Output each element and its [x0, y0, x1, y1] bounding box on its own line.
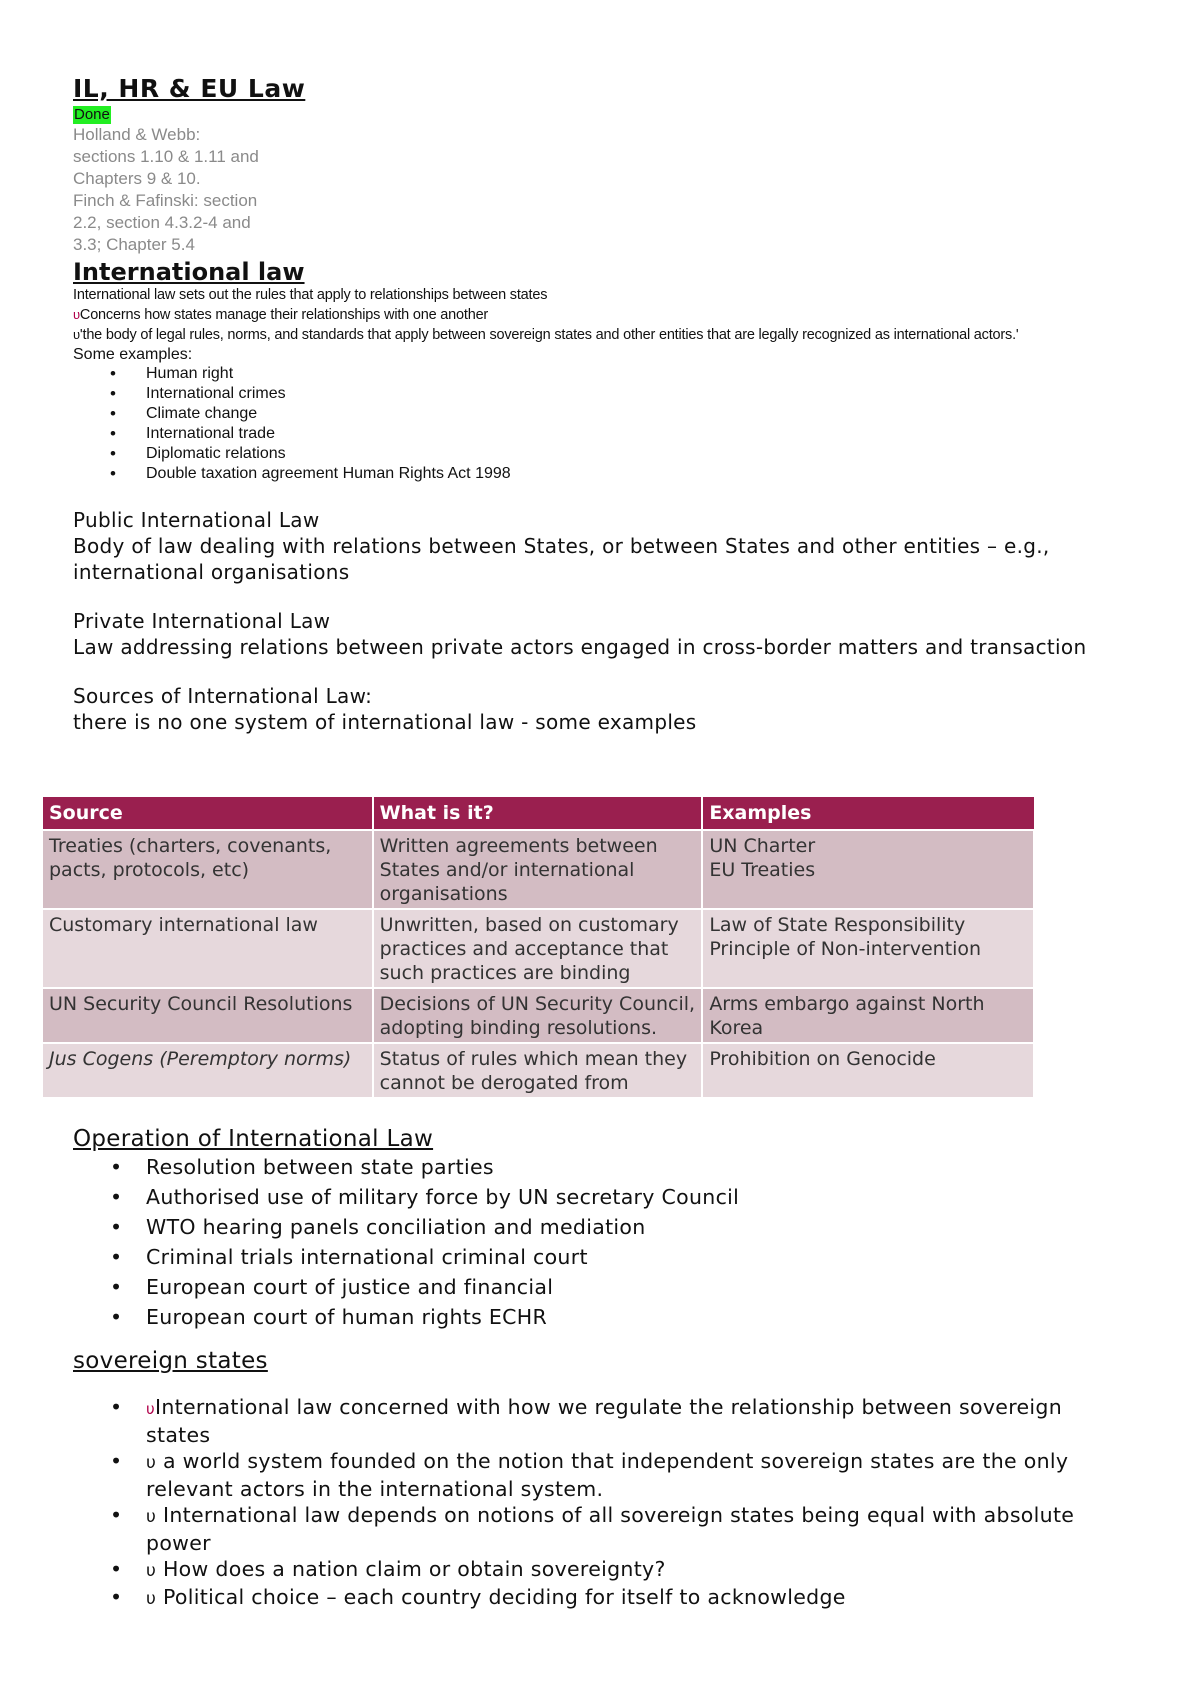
list-item: • Resolution between state parties	[146, 1152, 1133, 1182]
column-header: Examples	[702, 797, 1034, 830]
table-cell: Jus Cogens (Peremptory norms)	[43, 1043, 373, 1097]
table-header-row	[43, 797, 1034, 830]
sovereign-list	[73, 1394, 1133, 1612]
upsilon-bullet-icon: υ	[146, 1561, 157, 1581]
column-header: Source	[43, 797, 373, 830]
reference-line: Finch & Fafinski: section	[73, 191, 258, 210]
operation-list	[73, 1152, 1133, 1332]
upsilon-bullet-icon: υ	[146, 1507, 157, 1527]
private-law-body: Law addressing relations between private actors engaged in cross-border matters and transaction	[73, 635, 1087, 659]
table-cell: Decisions of UN Security Council, adopting binding resolutions.	[373, 988, 703, 1043]
page-title: IL, HR & EU Law	[73, 74, 306, 103]
reference-line: 2.2, section 4.3.2-4 and	[73, 213, 251, 232]
section-heading-operation: Operation of International Law	[73, 1126, 434, 1152]
list-item: • υ a world system founded on the notion that independent sovereign states are the only relevant actors in the international system.	[146, 1448, 1133, 1502]
reference-line: Holland & Webb:	[73, 125, 201, 144]
reference-line: 3.3; Chapter 5.4	[73, 235, 195, 254]
table-cell: Customary international law	[43, 909, 373, 988]
examples-list	[73, 364, 1133, 484]
section-heading-international-law: International law	[73, 258, 305, 286]
column-header: What is it?	[373, 797, 703, 830]
table-cell: UN Charter EU Treaties	[702, 830, 1034, 909]
table-cell: UN Security Council Resolutions	[43, 988, 373, 1043]
document-page	[73, 74, 1133, 735]
list-item: • υ International law depends on notions of all sovereign states being equal with absolute power	[146, 1502, 1133, 1556]
upsilon-bullet-icon: υ	[146, 1400, 155, 1418]
table-cell: Unwritten, based on customary practices and acceptance that such practices are binding	[373, 909, 703, 988]
table-cell: Treaties (charters, covenants, pacts, protocols, etc)	[43, 830, 373, 909]
sources-table	[43, 797, 1035, 1097]
upsilon-bullet-icon: υ	[73, 307, 80, 322]
table-cell: Prohibition on Genocide	[702, 1043, 1034, 1097]
list-item: • Diplomatic relations	[146, 444, 1133, 464]
point-definition: υ'the body of legal rules, norms, and standards that apply between sovereign states and other entities that are legally recognized as international actors.'	[73, 327, 1019, 343]
list-item: • υInternational law concerned with how we regulate the relationship between sovereign states	[146, 1394, 1133, 1448]
table-cell: Written agreements between States and/or international organisations	[373, 830, 703, 909]
status-badge: Done	[74, 106, 110, 123]
intro-text: International law sets out the rules that apply to relationships between states	[73, 287, 548, 303]
list-item: • International trade	[146, 424, 1133, 444]
examples-label: Some examples:	[73, 346, 193, 363]
upsilon-bullet-icon: υ	[73, 327, 80, 342]
table-row	[43, 1043, 1034, 1097]
public-law-body: Body of law dealing with relations between States, or between States and other entities – e.g., international organisations	[73, 534, 1050, 584]
list-item: • European court of justice and financial	[146, 1272, 1133, 1302]
reference-line: sections 1.10 & 1.11 and	[73, 147, 259, 166]
public-law-title: Public International Law	[73, 508, 320, 532]
table-cell: Arms embargo against North Korea	[702, 988, 1034, 1043]
reference-line: Chapters 9 & 10.	[73, 169, 201, 188]
list-item: • Double taxation agreement Human Rights Act 1998	[146, 464, 1133, 484]
table-cell: Law of State Responsibility Principle of Non-intervention	[702, 909, 1034, 988]
upsilon-bullet-icon: υ	[146, 1589, 157, 1609]
list-item: • WTO hearing panels conciliation and mediation	[146, 1212, 1133, 1242]
list-item: • European court of human rights ECHR	[146, 1302, 1133, 1332]
table-row	[43, 830, 1034, 909]
section-heading-sovereign-states: sovereign states	[73, 1348, 268, 1374]
list-item: • Criminal trials international criminal court	[146, 1242, 1133, 1272]
list-item: • υ How does a nation claim or obtain sovereignty?	[146, 1556, 1133, 1584]
list-item: • Climate change	[146, 404, 1133, 424]
upsilon-bullet-icon: υ	[146, 1453, 157, 1473]
table-row	[43, 988, 1034, 1043]
sources-body: there is no one system of international law - some examples	[73, 710, 697, 734]
table-row	[43, 909, 1034, 988]
list-item: • International crimes	[146, 384, 1133, 404]
lower-section	[73, 1126, 1133, 1612]
point-concerns: υConcerns how states manage their relationships with one another	[73, 307, 489, 323]
private-law-title: Private International Law	[73, 609, 331, 633]
references	[73, 124, 313, 256]
list-item: • υ Political choice – each country deciding for itself to acknowledge	[146, 1584, 1133, 1612]
list-item: • Human right	[146, 364, 1133, 384]
list-item: • Authorised use of military force by UN secretary Council	[146, 1182, 1133, 1212]
table-cell: Status of rules which mean they cannot be derogated from	[373, 1043, 703, 1097]
sources-title: Sources of International Law:	[73, 684, 373, 708]
